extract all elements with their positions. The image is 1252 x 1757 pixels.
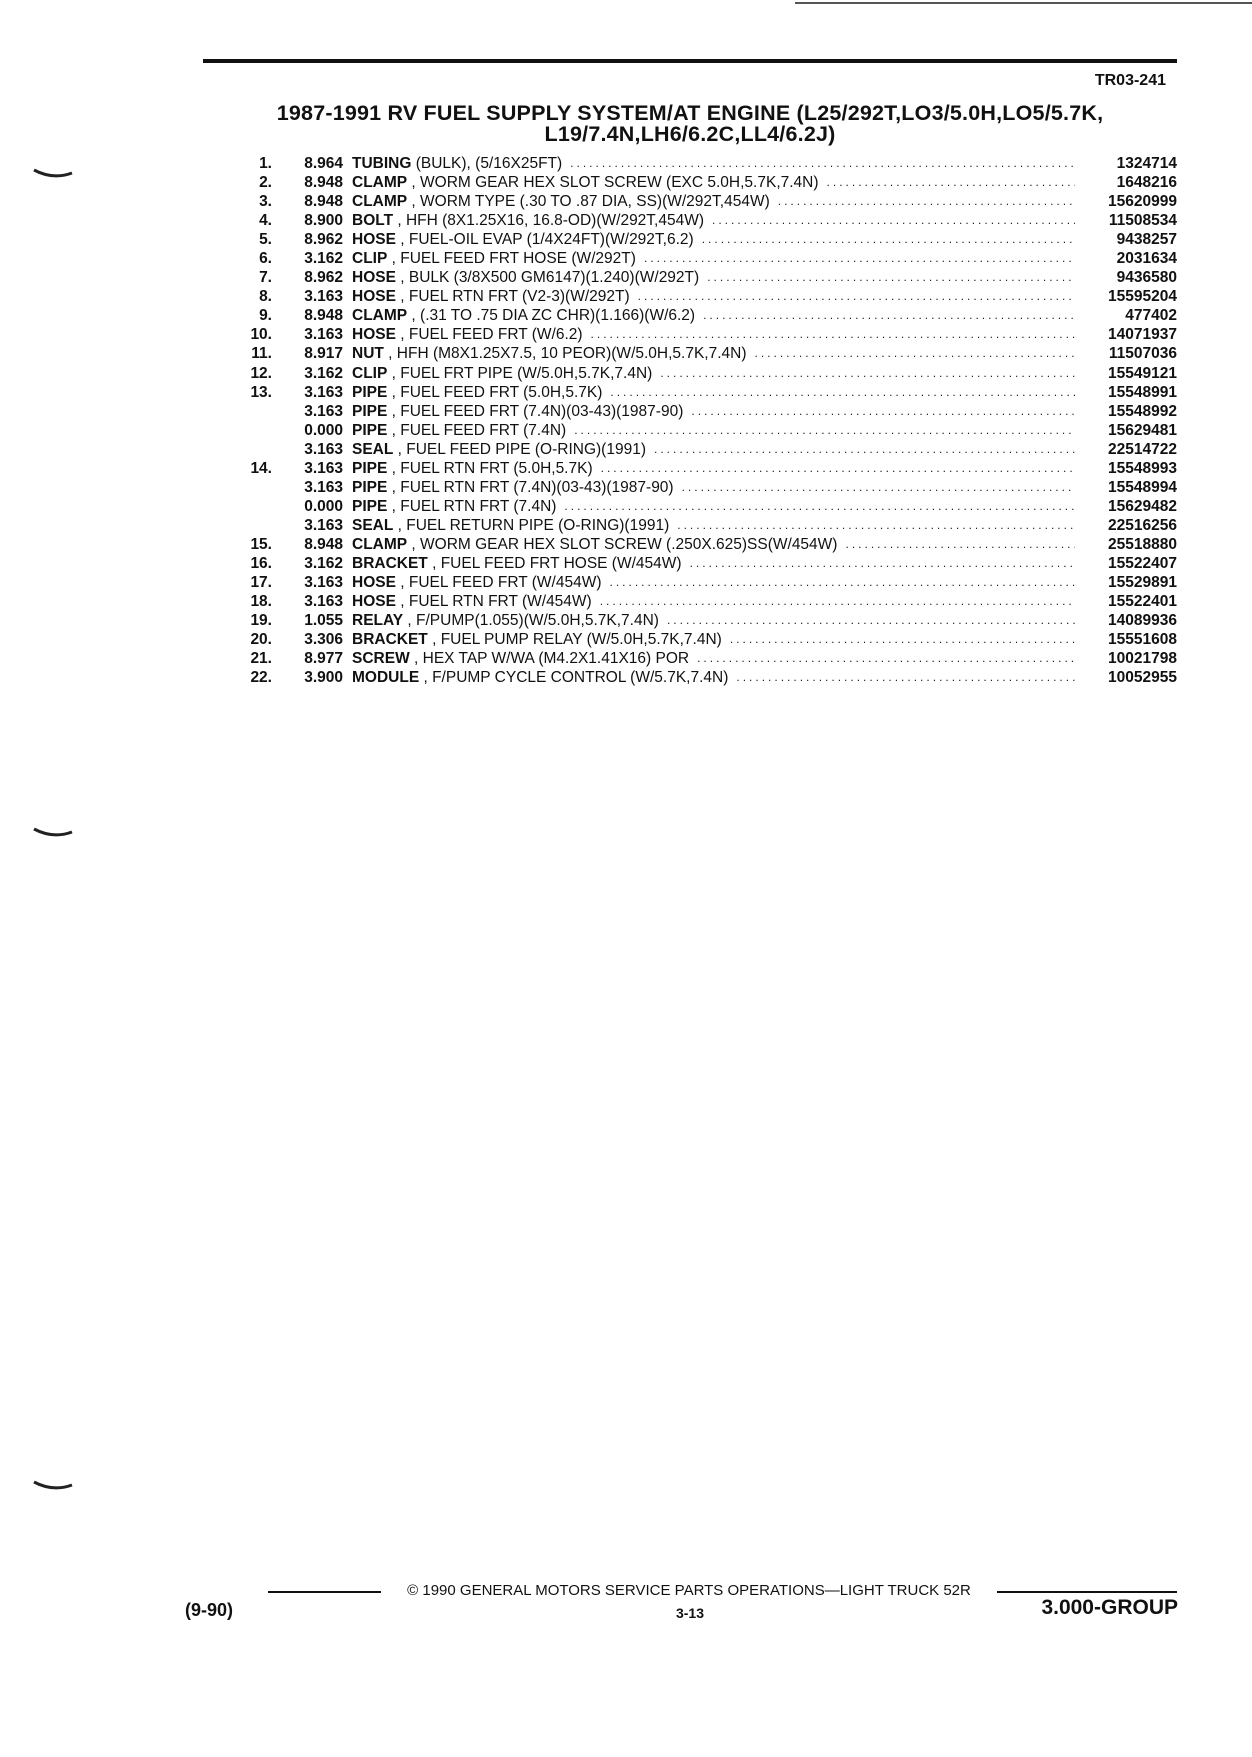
- part-name: PIPE: [352, 421, 388, 439]
- dot-leader: [755, 344, 1075, 363]
- part-description: [352, 268, 1081, 287]
- part-detail: , FUEL FEED FRT (7.4N): [387, 421, 567, 439]
- item-number: 20.: [250, 631, 272, 649]
- part-detail: , FUEL RTN FRT (7.4N): [387, 497, 557, 515]
- group-code: 3.163: [304, 288, 343, 306]
- dot-leader: [702, 230, 1075, 249]
- top-edge-rule: [795, 2, 1252, 4]
- part-detail: , HEX TAP W/WA (M4.2X1.41X16) POR: [409, 650, 690, 668]
- dot-leader: [654, 440, 1075, 459]
- part-number: 477402: [1125, 307, 1177, 325]
- item-number: 14.: [250, 459, 272, 477]
- part-description: [352, 211, 1081, 230]
- group-code: 8.917: [304, 345, 343, 363]
- item-number: 12.: [250, 364, 272, 382]
- dot-leader: [677, 516, 1075, 535]
- part-name: MODULE: [352, 669, 420, 687]
- page-title: [203, 103, 1177, 145]
- part-detail: , FUEL RTN FRT (7.4N)(03-43)(1987-90): [387, 478, 674, 496]
- part-description: [352, 306, 1081, 325]
- part-name: BOLT: [352, 212, 394, 230]
- dot-leader: [667, 611, 1075, 630]
- part-description: [352, 668, 1081, 687]
- part-number: 15629482: [1108, 497, 1177, 515]
- part-number: 15548993: [1108, 459, 1177, 477]
- part-number: 1324714: [1116, 155, 1177, 172]
- part-row: [230, 421, 1177, 440]
- part-name: HOSE: [352, 269, 396, 287]
- part-row: [230, 497, 1177, 516]
- title-line-2: L19/7.4N,LH6/6.2C,LL4/6.2J): [544, 122, 836, 146]
- part-number: 22514722: [1108, 440, 1177, 458]
- group-code: 0.000: [304, 497, 343, 515]
- part-description: [352, 592, 1081, 611]
- dot-leader: [600, 592, 1075, 611]
- dot-leader: [703, 306, 1075, 325]
- dot-leader: [691, 402, 1075, 421]
- part-name: SEAL: [352, 440, 394, 458]
- part-number: 2031634: [1116, 250, 1177, 268]
- part-row: [230, 592, 1177, 611]
- part-number: 15529891: [1108, 574, 1177, 592]
- part-description: [352, 154, 1081, 173]
- group-code: 8.964: [304, 155, 343, 172]
- part-row: [230, 306, 1177, 325]
- item-number: 7.: [259, 269, 272, 287]
- item-number: 22.: [250, 669, 272, 687]
- group-code: 3.163: [304, 593, 343, 611]
- item-number: 19.: [250, 612, 272, 630]
- part-row: [230, 383, 1177, 402]
- item-number: 11.: [251, 345, 272, 363]
- part-detail: , FUEL FEED FRT (7.4N)(03-43)(1987-90): [387, 402, 684, 420]
- part-description: [352, 573, 1081, 592]
- part-number: 15620999: [1108, 193, 1177, 211]
- part-name: TUBING: [352, 155, 412, 172]
- binder-hole-mark-icon: [33, 168, 73, 180]
- part-row: [230, 402, 1177, 421]
- part-description: [352, 535, 1081, 554]
- part-name: CLAMP: [352, 193, 408, 211]
- part-description: [352, 440, 1081, 459]
- item-number: 18.: [250, 593, 272, 611]
- part-name: RELAY: [352, 612, 404, 630]
- group-code: 3.162: [304, 364, 343, 382]
- part-number: 15522407: [1108, 554, 1177, 572]
- item-number: 8.: [259, 288, 272, 306]
- item-number: 15.: [250, 535, 272, 553]
- part-detail: , FUEL FEED FRT HOSE (W/454W): [427, 554, 682, 572]
- dot-leader: [638, 287, 1075, 306]
- footer-date: (9-90): [185, 1600, 234, 1620]
- dot-leader: [570, 154, 1075, 173]
- group-code: 3.163: [304, 383, 343, 401]
- part-detail: , BULK (3/8X500 GM6147)(1.240)(W/292T): [395, 269, 700, 287]
- part-name: SCREW: [352, 650, 410, 668]
- part-name: CLAMP: [352, 174, 408, 192]
- part-description: [352, 649, 1081, 668]
- title-line-1: 1987-1991 RV FUEL SUPPLY SYSTEM/AT ENGINE (L25/292T,LO3/5.0H,LO5/5.7K,: [276, 101, 1104, 125]
- part-number: 15548991: [1108, 383, 1177, 401]
- part-row: [230, 249, 1177, 268]
- group-code: 1.055: [304, 612, 343, 630]
- part-detail: , FUEL FEED FRT (W/6.2): [395, 326, 583, 344]
- part-number: 11508534: [1108, 212, 1177, 230]
- part-number: 14089936: [1108, 612, 1177, 630]
- item-number: 21.: [250, 650, 272, 668]
- part-detail: , WORM GEAR HEX SLOT SCREW (.250X.625)SS(W/454W): [407, 535, 838, 553]
- part-number: 14071937: [1108, 326, 1177, 344]
- dot-leader: [609, 573, 1075, 592]
- part-number: 9438257: [1116, 231, 1177, 249]
- part-row: [230, 192, 1177, 211]
- part-detail: , FUEL RETURN PIPE (O-RING)(1991): [393, 516, 670, 534]
- part-description: [352, 554, 1081, 573]
- item-number: 9.: [259, 307, 272, 325]
- part-description: [352, 249, 1081, 268]
- part-row: [230, 554, 1177, 573]
- part-description: [352, 459, 1081, 478]
- item-number: 3.: [259, 193, 272, 211]
- item-number: 1.: [259, 155, 272, 172]
- part-number: 15629481: [1108, 421, 1177, 439]
- part-detail: , FUEL PUMP RELAY (W/5.0H,5.7K,7.4N): [427, 631, 722, 649]
- part-name: SEAL: [352, 516, 394, 534]
- part-detail: , FUEL RTN FRT (W/454W): [395, 593, 592, 611]
- group-code: 3.163: [304, 459, 343, 477]
- group-code: 8.948: [304, 535, 343, 553]
- dot-leader: [845, 535, 1075, 554]
- part-description: [352, 497, 1081, 516]
- item-number: 16.: [250, 554, 272, 572]
- group-code: 0.000: [304, 421, 343, 439]
- part-row: [230, 649, 1177, 668]
- dot-leader: [682, 478, 1075, 497]
- part-detail: , HFH (M8X1.25X7.5, 10 PEOR)(W/5.0H,5.7K,7.4N): [383, 345, 747, 363]
- group-code: 3.163: [304, 478, 343, 496]
- part-row: [230, 268, 1177, 287]
- footer-copyright: © 1990 GENERAL MOTORS SERVICE PARTS OPERATIONS—LIGHT TRUCK 52R: [407, 1582, 971, 1599]
- part-row: [230, 611, 1177, 630]
- part-name: HOSE: [352, 593, 396, 611]
- part-name: BRACKET: [352, 631, 428, 649]
- binder-hole-mark-icon: [33, 1480, 73, 1492]
- part-number: 15522401: [1108, 593, 1177, 611]
- group-code: 3.163: [304, 326, 343, 344]
- part-description: [352, 287, 1081, 306]
- part-name: BRACKET: [352, 554, 428, 572]
- page-number: 3-13: [675, 1605, 705, 1621]
- group-code: 8.948: [304, 174, 343, 192]
- dot-leader: [707, 268, 1075, 287]
- dot-leader: [690, 554, 1075, 573]
- group-code: 3.163: [304, 440, 343, 458]
- part-row: [230, 440, 1177, 459]
- part-description: [352, 421, 1081, 440]
- document-code: TR03-241: [1094, 72, 1166, 89]
- part-number: 15548992: [1108, 402, 1177, 420]
- part-name: CLIP: [352, 364, 388, 382]
- part-detail: , FUEL RTN FRT (V2-3)(W/292T): [395, 288, 630, 306]
- part-number: 11507036: [1108, 345, 1177, 363]
- part-detail: , HFH (8X1.25X16, 16.8-OD)(W/292T,454W): [393, 212, 705, 230]
- item-number: 5.: [259, 231, 272, 249]
- group-label: 3.000-GROUP: [1041, 1596, 1178, 1619]
- dot-leader: [610, 383, 1075, 402]
- part-description: [352, 364, 1081, 383]
- part-row: [230, 154, 1177, 173]
- part-detail: , F/PUMP CYCLE CONTROL (W/5.7K,7.4N): [419, 669, 729, 687]
- dot-leader: [697, 649, 1075, 668]
- dot-leader: [827, 173, 1075, 192]
- part-row: [230, 459, 1177, 478]
- dot-leader: [574, 421, 1075, 440]
- group-code: 8.948: [304, 193, 343, 211]
- part-name: CLAMP: [352, 307, 408, 325]
- item-number: 2.: [259, 174, 272, 192]
- part-name: PIPE: [352, 402, 388, 420]
- group-code: 8.962: [304, 231, 343, 249]
- group-code: 8.977: [304, 650, 343, 668]
- part-description: [352, 516, 1081, 535]
- group-code: 3.162: [304, 554, 343, 572]
- dot-leader: [778, 192, 1075, 211]
- part-number: 1648216: [1116, 174, 1177, 192]
- item-number: 17.: [250, 574, 272, 592]
- part-detail: , FUEL FEED PIPE (O-RING)(1991): [393, 440, 646, 458]
- header-rule: [203, 59, 1177, 63]
- part-detail: , WORM TYPE (.30 TO .87 DIA, SS)(W/292T,454W): [407, 193, 770, 211]
- part-number: 22516256: [1108, 516, 1177, 534]
- group-code: 3.306: [304, 631, 343, 649]
- dot-leader: [660, 364, 1075, 383]
- group-code: 3.163: [304, 402, 343, 420]
- part-detail: , FUEL FEED FRT (5.0H,5.7K): [387, 383, 603, 401]
- group-code: 3.900: [304, 669, 343, 687]
- part-name: CLAMP: [352, 535, 408, 553]
- part-name: HOSE: [352, 288, 396, 306]
- part-row: [230, 344, 1177, 363]
- part-name: HOSE: [352, 326, 396, 344]
- part-detail: , FUEL FRT PIPE (W/5.0H,5.7K,7.4N): [387, 364, 653, 382]
- part-description: [352, 478, 1081, 497]
- part-row: [230, 630, 1177, 649]
- part-number: 25518880: [1108, 535, 1177, 553]
- part-description: [352, 402, 1081, 421]
- part-number: 15595204: [1108, 288, 1177, 306]
- part-description: [352, 325, 1081, 344]
- dot-leader: [730, 630, 1075, 649]
- part-row: [230, 535, 1177, 554]
- dot-leader: [644, 249, 1075, 268]
- part-number: 15551608: [1108, 631, 1177, 649]
- group-code: 8.948: [304, 307, 343, 325]
- part-description: [352, 344, 1081, 363]
- part-row: [230, 573, 1177, 592]
- footer-rule-right: [997, 1591, 1177, 1593]
- group-code: 3.163: [304, 574, 343, 592]
- part-description: [352, 230, 1081, 249]
- part-name: HOSE: [352, 574, 396, 592]
- part-detail: , (.31 TO .75 DIA ZC CHR)(1.166)(W/6.2): [407, 307, 696, 325]
- part-detail: , WORM GEAR HEX SLOT SCREW (EXC 5.0H,5.7K,7.4N): [407, 174, 819, 192]
- dot-leader: [564, 497, 1075, 516]
- part-number: 10021798: [1108, 650, 1177, 668]
- part-number: 15549121: [1108, 364, 1177, 382]
- part-description: [352, 173, 1081, 192]
- parts-list: [230, 154, 1177, 687]
- part-description: [352, 383, 1081, 402]
- part-name: PIPE: [352, 497, 388, 515]
- part-row: [230, 668, 1177, 687]
- part-row: [230, 478, 1177, 497]
- part-number: 9436580: [1116, 269, 1177, 287]
- part-detail: , FUEL RTN FRT (5.0H,5.7K): [387, 459, 593, 477]
- part-detail: , FUEL-OIL EVAP (1/4X24FT)(W/292T,6.2): [395, 231, 694, 249]
- dot-leader: [601, 459, 1075, 478]
- part-number: 15548994: [1108, 478, 1177, 496]
- part-row: [230, 325, 1177, 344]
- part-name: PIPE: [352, 459, 388, 477]
- part-name: PIPE: [352, 383, 388, 401]
- part-name: PIPE: [352, 478, 388, 496]
- group-code: 8.962: [304, 269, 343, 287]
- part-row: [230, 516, 1177, 535]
- part-detail: , F/PUMP(1.055)(W/5.0H,5.7K,7.4N): [403, 612, 659, 630]
- part-name: NUT: [352, 345, 384, 363]
- group-code: 8.900: [304, 212, 343, 230]
- group-code: 3.162: [304, 250, 343, 268]
- item-number: 10.: [250, 326, 272, 344]
- item-number: 13.: [250, 383, 272, 401]
- part-detail: , FUEL FEED FRT HOSE (W/292T): [387, 250, 636, 268]
- group-code: 3.163: [304, 516, 343, 534]
- part-name: CLIP: [352, 250, 388, 268]
- part-row: [230, 287, 1177, 306]
- part-description: [352, 192, 1081, 211]
- part-row: [230, 364, 1177, 383]
- part-row: [230, 230, 1177, 249]
- dot-leader: [736, 668, 1075, 687]
- part-row: [230, 211, 1177, 230]
- footer-rule-left: [268, 1591, 381, 1593]
- item-number: 6.: [259, 250, 272, 268]
- part-detail: , FUEL FEED FRT (W/454W): [395, 574, 602, 592]
- part-number: 10052955: [1108, 669, 1177, 687]
- item-number: 4.: [259, 212, 272, 230]
- dot-leader: [712, 211, 1075, 230]
- binder-hole-mark-icon: [33, 827, 73, 839]
- part-description: [352, 630, 1081, 649]
- dot-leader: [591, 325, 1075, 344]
- part-name: HOSE: [352, 231, 396, 249]
- part-detail: (BULK), (5/16X25FT): [411, 155, 563, 172]
- part-row: [230, 173, 1177, 192]
- part-description: [352, 611, 1081, 630]
